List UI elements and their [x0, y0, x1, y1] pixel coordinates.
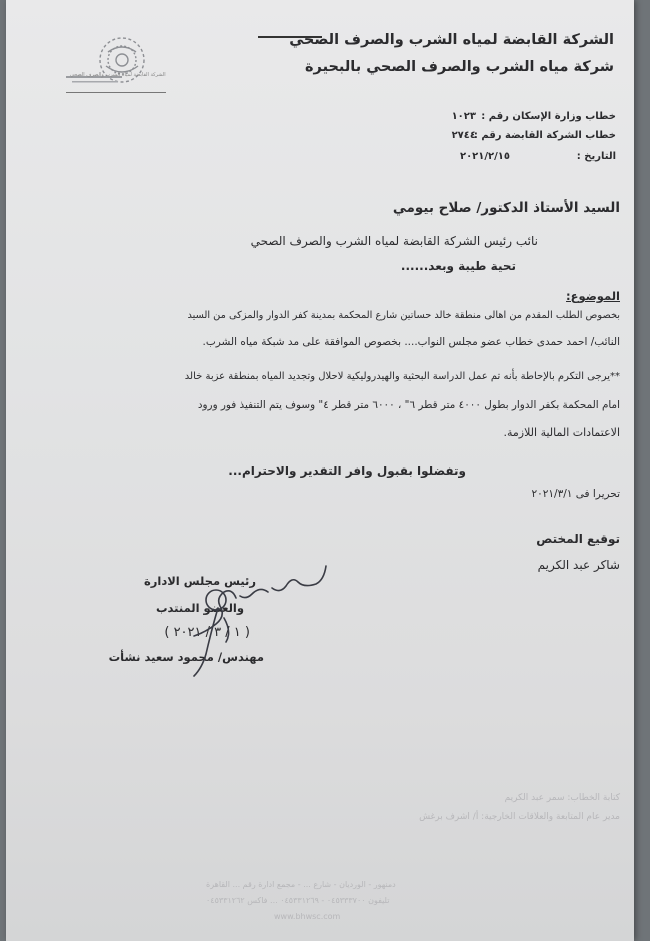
logo-divider [66, 92, 166, 93]
date-value: ٢٠٢١/٢/١٥ [459, 151, 510, 162]
subject-line-1: بخصوص الطلب المقدم من اهالى منطقة خالد حساتين شارع المحكمة بمدينة كفر الدوار والمزكى من السيد [187, 310, 620, 321]
header-holding-company: الشركة القابضة لمياه الشرب والصرف الصحي [289, 32, 614, 48]
greeting: تحية طيبة وبعد...... [400, 259, 516, 273]
responsible-label: توقيع المختص [536, 532, 620, 546]
date-label: التاريخ : [576, 151, 616, 162]
responsible-name: شاكر عبد الكريم [537, 558, 620, 572]
chairman-name: مهندس/ محمود سعيد نشأت [108, 650, 264, 664]
closing: وتفضلوا بقبول وافر التقدير والاحترام... [228, 464, 466, 478]
signature-text [6, 0, 10, 1]
written-on: تحريرا فى ٢٠٢١/٣/١ [531, 488, 620, 500]
logo-caption: الشركة القابضة لمياه الشرب والصرف الصحي [70, 72, 166, 78]
footer-typing: كتابة الخطاب: سمر عبد الكريم [504, 793, 620, 803]
footer-manager: مدير عام المتابعة والعلاقات الخارجية: أ/ اشرف برغش [419, 812, 620, 822]
body-line-2: امام المحكمة بكفر الدوار بطول ٤٠٠٠ متر قطر ٦" ، ٦٠٠٠ متر قطر ٤" وسوف يتم التنفيذ فور ورود [197, 399, 620, 411]
handwritten-date: ( ١ / ٣ / ٢٠٢١ ) [164, 625, 250, 640]
letter-sheet [6, 0, 634, 941]
body-line-1: **يرجى التكرم بالإحاطة بأنه تم عمل الدراسة البحثية والهيدروليكية لاحلال وتجديد المياه بمنطقة عزبة خالد [184, 371, 620, 382]
chairman-title-1: رئيس مجلس الادارة [143, 574, 256, 588]
body-line-3: الاعتمادات المالية اللازمة. [503, 426, 620, 439]
subject-line-2: النائب/ احمد حمدى خطاب عضو مجلس النواب.... بخصوص الموافقة على مد شبكة مياه الشرب. [202, 336, 620, 348]
footer-phones: تليفون ٠٤٥٣٣٣٧٠٠ - ٠٤٥٣٣١٢٦٩ ... فاكس ٠٤٥٣٣١٢٦٢ [206, 896, 390, 905]
footer-website: www.bhwsc.com [274, 912, 341, 921]
subject-label: الموضوع: [566, 289, 620, 303]
ministry-letter-label: خطاب وزارة الإسكان رقم : [481, 111, 616, 122]
holding-letter-label: خطاب الشركة القابضة رقم : [473, 130, 616, 141]
chairman-title-2: والعضو المنتدب [155, 601, 244, 615]
holding-letter-number: ٢٧٤٤ [451, 130, 476, 141]
addressee-name: السيد الأستاذ الدكتور/ صلاح بيومي [392, 200, 620, 216]
header-beheira-company: شركة مياه الشرب والصرف الصحي بالبحيرة [304, 59, 614, 75]
footer-address: دمنهور - الورديان - شارع ... - مجمع ادارة رقم ... القاهرة [206, 880, 396, 889]
company-logo-icon [64, 32, 154, 100]
signature-icon [176, 558, 336, 688]
ministry-letter-number: ١٠٢٣ [451, 111, 476, 122]
addressee-title: نائب رئيس الشركة القابضة لمياه الشرب والصرف الصحي [250, 234, 538, 248]
